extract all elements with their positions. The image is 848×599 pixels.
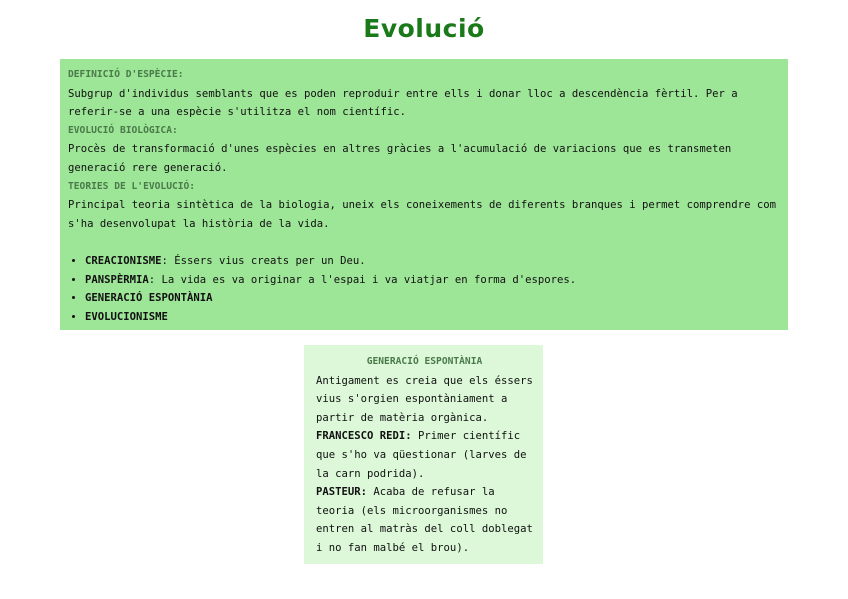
theory-term: CREACIONISME	[85, 254, 162, 267]
theories-heading: TEORIES DE L'EVOLUCIÓ:	[68, 180, 196, 192]
redi-label: FRANCESCO REDI:	[316, 430, 412, 443]
spontaneous-generation-card	[304, 345, 543, 564]
card-title: GENERACIÓ ESPONTÀNIA	[366, 356, 483, 367]
card-redi	[316, 427, 533, 483]
biological-heading: EVOLUCIÓ BIOLÒGICA:	[68, 124, 178, 136]
definition-heading: DEFINICIÓ D'ESPÈCIE:	[68, 69, 184, 80]
page-title: Evolució	[363, 14, 485, 43]
list-item	[85, 308, 780, 327]
theory-term: GENERACIÓ ESPONTÀNIA	[85, 292, 213, 305]
theory-desc: : La vida es va originar a l'espai i va viatjar en forma d'espores.	[148, 273, 577, 286]
biological-text: Procès de transformació d'unes espècies en altres gràcies a l'acumulació de variacions que es transmeten generació rere generació.	[68, 143, 732, 174]
list-item	[85, 271, 780, 290]
main-panel	[60, 59, 788, 330]
theory-term: EVOLUCIONISME	[85, 310, 168, 323]
redi-text: Primer científic que s'ho va qüestionar (larves de la carn podrida).	[316, 430, 527, 480]
theory-term: PANSPÈRMIA	[85, 273, 149, 286]
pasteur-text: Acaba de refusar la teoria (els microorganismes no entren al matràs del coll doblegat i no fan malbé el brou).	[316, 486, 533, 554]
list-item	[85, 252, 780, 271]
list-item	[85, 289, 780, 308]
definition-text: Subgrup d'individus semblants que es poden reproduir entre ells i donar lloc a descendència fèrtil. Per a referir-se a una espècie s'utilitza el nom científic.	[68, 87, 738, 119]
theories-list	[68, 252, 780, 326]
spacer	[68, 233, 780, 252]
pasteur-label: PASTEUR:	[316, 486, 368, 499]
theories-text: Principal teoria sintètica de la biologia, uneix els coneixements de diferents branques i permet comprendre com s'ha desenvolupat la història de la vida.	[68, 199, 776, 230]
card-pasteur	[316, 483, 533, 557]
theory-desc: : Éssers vius creats per un Deu.	[161, 254, 366, 267]
card-intro: Antigament es creia que els éssers vius s'orgien espontàniament a partir de matèria orgànica.	[316, 374, 533, 424]
